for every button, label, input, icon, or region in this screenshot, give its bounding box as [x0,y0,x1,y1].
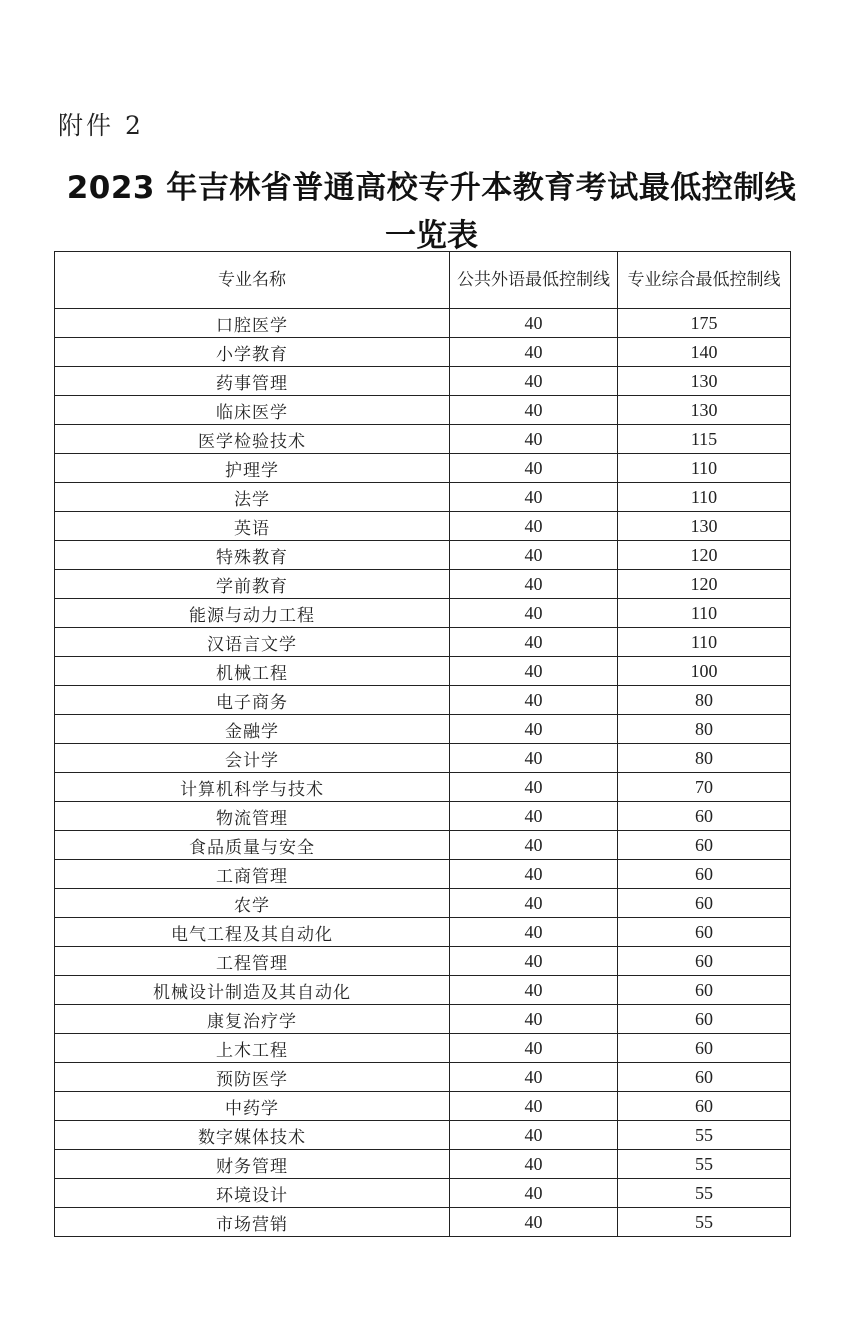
header-row [55,252,791,309]
table-body [55,309,791,1237]
document-title: 2023 年吉林省普通高校专升本教育考试最低控制线 [66,170,797,206]
major-cell: 机械设计制造及其自动化 [55,976,450,1005]
table-row [55,1179,791,1208]
comprehensive-cell: 55 [618,1150,791,1179]
major-cell: 中药学 [55,1092,450,1121]
major-cell: 财务管理 [55,1150,450,1179]
major-cell: 计算机科学与技术 [55,773,450,802]
major-cell: 英语 [55,512,450,541]
table-header [55,252,791,309]
table-row [55,570,791,599]
major-cell: 金融学 [55,715,450,744]
foreign-language-cell: 40 [450,918,618,947]
major-cell: 数字媒体技术 [55,1121,450,1150]
major-cell: 药事管理 [55,367,450,396]
foreign-language-cell: 40 [450,309,618,338]
comprehensive-cell: 80 [618,744,791,773]
foreign-language-cell: 40 [450,889,618,918]
comprehensive-cell: 60 [618,889,791,918]
comprehensive-cell: 55 [618,1121,791,1150]
table-row [55,309,791,338]
table-row [55,657,791,686]
table-row [55,1005,791,1034]
foreign-language-cell: 40 [450,1208,618,1237]
foreign-language-cell: 40 [450,338,618,367]
table-row [55,715,791,744]
table-row [55,889,791,918]
table-row [55,396,791,425]
table-row [55,628,791,657]
table-row [55,1063,791,1092]
major-cell: 环境设计 [55,1179,450,1208]
major-cell: 口腔医学 [55,309,450,338]
table-row [55,1150,791,1179]
major-cell: 能源与动力工程 [55,599,450,628]
comprehensive-cell: 110 [618,483,791,512]
foreign-language-cell: 40 [450,1063,618,1092]
foreign-language-cell: 40 [450,1005,618,1034]
comprehensive-cell: 140 [618,338,791,367]
foreign-language-cell: 40 [450,570,618,599]
comprehensive-cell: 60 [618,947,791,976]
table-row [55,454,791,483]
major-cell: 食品质量与安全 [55,831,450,860]
major-cell: 机械工程 [55,657,450,686]
comprehensive-cell: 55 [618,1179,791,1208]
major-cell: 会计学 [55,744,450,773]
table-row [55,541,791,570]
comprehensive-cell: 60 [618,860,791,889]
foreign-language-cell: 40 [450,715,618,744]
table-row [55,425,791,454]
foreign-language-cell: 40 [450,1092,618,1121]
table-row [55,976,791,1005]
major-cell: 上木工程 [55,1034,450,1063]
major-cell: 小学教育 [55,338,450,367]
table-row [55,483,791,512]
major-cell: 预防医学 [55,1063,450,1092]
foreign-language-cell: 40 [450,976,618,1005]
foreign-language-cell: 40 [450,1034,618,1063]
comprehensive-cell: 70 [618,773,791,802]
comprehensive-cell: 120 [618,541,791,570]
table-row [55,1092,791,1121]
foreign-language-cell: 40 [450,628,618,657]
table-row [55,686,791,715]
foreign-language-cell: 40 [450,1179,618,1208]
table-row [55,773,791,802]
foreign-language-cell: 40 [450,454,618,483]
comprehensive-cell: 110 [618,628,791,657]
major-cell: 临床医学 [55,396,450,425]
control-line-table [54,251,791,1237]
foreign-language-cell: 40 [450,541,618,570]
foreign-language-cell: 40 [450,686,618,715]
table-row [55,1208,791,1237]
foreign-language-cell: 40 [450,425,618,454]
foreign-language-cell: 40 [450,744,618,773]
table-row [55,744,791,773]
table-row [55,1034,791,1063]
foreign-language-cell: 40 [450,1121,618,1150]
comprehensive-cell: 60 [618,976,791,1005]
table-row [55,367,791,396]
header-major: 专业名称 [55,252,450,309]
comprehensive-cell: 110 [618,454,791,483]
major-cell: 电子商务 [55,686,450,715]
foreign-language-cell: 40 [450,1150,618,1179]
major-cell: 工商管理 [55,860,450,889]
foreign-language-cell: 40 [450,657,618,686]
comprehensive-cell: 60 [618,1092,791,1121]
foreign-language-cell: 40 [450,802,618,831]
major-cell: 学前教育 [55,570,450,599]
foreign-language-cell: 40 [450,512,618,541]
comprehensive-cell: 60 [618,802,791,831]
comprehensive-cell: 60 [618,1005,791,1034]
table-row [55,1121,791,1150]
table-row [55,599,791,628]
major-cell: 农学 [55,889,450,918]
comprehensive-cell: 55 [618,1208,791,1237]
table-row [55,860,791,889]
comprehensive-cell: 60 [618,918,791,947]
comprehensive-cell: 130 [618,512,791,541]
attachment-label: 附件 2 [58,111,144,140]
foreign-language-cell: 40 [450,483,618,512]
table-row [55,512,791,541]
major-cell: 物流管理 [55,802,450,831]
table-row [55,338,791,367]
comprehensive-cell: 130 [618,396,791,425]
major-cell: 康复治疗学 [55,1005,450,1034]
comprehensive-cell: 120 [618,570,791,599]
document-title-continued: 一览表 [385,218,478,254]
comprehensive-cell: 100 [618,657,791,686]
comprehensive-cell: 175 [618,309,791,338]
major-cell: 法学 [55,483,450,512]
header-comprehensive: 专业综合最低控制线 [618,252,791,309]
comprehensive-cell: 115 [618,425,791,454]
comprehensive-cell: 60 [618,1034,791,1063]
major-cell: 医学检验技术 [55,425,450,454]
foreign-language-cell: 40 [450,396,618,425]
foreign-language-cell: 40 [450,773,618,802]
major-cell: 市场营销 [55,1208,450,1237]
table-row [55,802,791,831]
foreign-language-cell: 40 [450,947,618,976]
comprehensive-cell: 60 [618,1063,791,1092]
foreign-language-cell: 40 [450,599,618,628]
comprehensive-cell: 130 [618,367,791,396]
foreign-language-cell: 40 [450,860,618,889]
table-row [55,831,791,860]
table-row [55,947,791,976]
comprehensive-cell: 60 [618,831,791,860]
header-foreign-language: 公共外语最低控制线 [450,252,618,309]
major-cell: 护理学 [55,454,450,483]
comprehensive-cell: 80 [618,715,791,744]
major-cell: 汉语言文学 [55,628,450,657]
comprehensive-cell: 80 [618,686,791,715]
major-cell: 工程管理 [55,947,450,976]
foreign-language-cell: 40 [450,831,618,860]
major-cell: 电气工程及其自动化 [55,918,450,947]
table-row [55,918,791,947]
major-cell: 特殊教育 [55,541,450,570]
foreign-language-cell: 40 [450,367,618,396]
comprehensive-cell: 110 [618,599,791,628]
